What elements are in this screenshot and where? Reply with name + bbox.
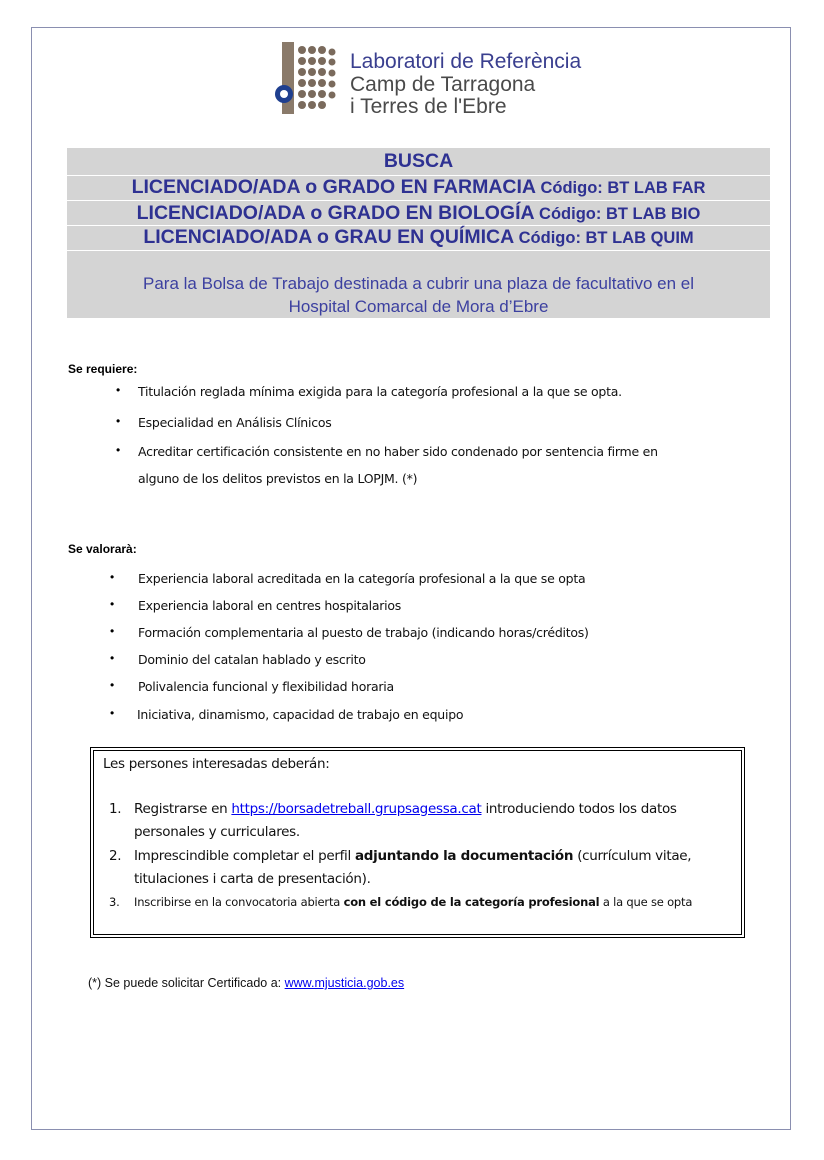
bullet-icon: • [110, 651, 115, 665]
banner-divider [67, 200, 770, 201]
requirement-item: Titulación reglada mínima exigida para la categoría profesional a la que se opta. [138, 384, 622, 399]
step-2: Imprescindible completar el perfil adjuntando la documentación (currículum vitae, [134, 848, 692, 864]
mjusticia-link[interactable]: www.mjusticia.gob.es [284, 976, 405, 990]
step-1-continuation: personales y curriculares. [134, 824, 300, 840]
instructions-box [90, 747, 745, 938]
bullet-icon: • [110, 570, 115, 584]
position-title: LICENCIADO/ADA o GRADO EN BIOLOGÍA [136, 202, 535, 224]
banner-divider [67, 250, 770, 251]
step-number: 2. [109, 848, 122, 864]
valued-item: Polivalencia funcional y flexibilidad horaria [138, 679, 394, 694]
footnote: (*) Se puede solicitar Certificado a: www.mjusticia.gob.es [88, 976, 405, 990]
valued-title: Se valorarà: [68, 542, 137, 556]
registration-link[interactable]: https://borsadetreball.grupsagessa.cat [231, 801, 482, 817]
bullet-icon: • [110, 597, 115, 611]
logo-mark-icon [272, 42, 342, 114]
valued-item: Iniciativa, dinamismo, capacidad de trabajo en equipo [137, 707, 464, 722]
bullet-icon: • [116, 443, 121, 457]
logo-line-2: Camp de Tarragona [350, 73, 536, 96]
position-code: Código: BT LAB FAR [540, 179, 706, 197]
position-quimica [67, 226, 770, 249]
step-1: Registrarse en https://borsadetreball.grupsagessa.cat introduciendo todos los datos [134, 801, 677, 817]
position-title: LICENCIADO/ADA o GRADO EN FARMACIA [131, 176, 536, 198]
valued-item: Experiencia laboral acreditada en la categoría profesional a la que se opta [138, 571, 586, 586]
bullet-icon: • [116, 383, 121, 397]
step-2-continuation: titulaciones i carta de presentación). [134, 871, 371, 887]
valued-item: Formación complementaria al puesto de trabajo (indicando horas/créditos) [138, 625, 589, 640]
job-banner [67, 148, 770, 318]
banner-heading: BUSCA [383, 150, 454, 172]
requirements-title: Se requiere: [68, 362, 138, 376]
bullet-icon: • [110, 706, 115, 720]
position-biologia [67, 202, 770, 225]
logo-line-1: Laboratori de Referència [350, 50, 582, 73]
logo-line-3: i Terres de l'Ebre [350, 95, 507, 118]
lab-logo [272, 40, 672, 124]
bullet-icon: • [110, 678, 115, 692]
position-code: Código: BT LAB BIO [539, 205, 701, 223]
bullet-icon: • [116, 414, 121, 428]
step-number: 1. [109, 801, 122, 817]
position-code: Código: BT LAB QUIM [518, 229, 694, 247]
step-number: 3. [109, 895, 120, 909]
step-3: Inscribirse en la convocatoria abierta con el código de la categoría profesional a la que se opta [134, 895, 693, 909]
logo-text [350, 50, 581, 118]
valued-item: Dominio del catalan hablado y escrito [138, 652, 366, 667]
requirement-item-continuation: alguno de los delitos previstos en la LOPJM. (*) [138, 471, 418, 486]
instructions-intro: Les persones interesadas deberán: [103, 756, 330, 772]
position-title: LICENCIADO/ADA o GRAU EN QUÍMICA [143, 226, 515, 248]
valued-item: Experiencia laboral en centres hospitalarios [138, 598, 402, 613]
position-farmacia [67, 176, 770, 199]
bullet-icon: • [110, 624, 115, 638]
requirement-item: Acreditar certificación consistente en no haber sido condenado por sentencia firme en [138, 444, 658, 459]
requirement-item: Especialidad en Análisis Clínicos [138, 415, 332, 430]
banner-description: Para la Bolsa de Trabajo destinada a cubrir una plaza de facultativo en el Hospital Comarcal de Mora d’Ebre [143, 274, 694, 316]
